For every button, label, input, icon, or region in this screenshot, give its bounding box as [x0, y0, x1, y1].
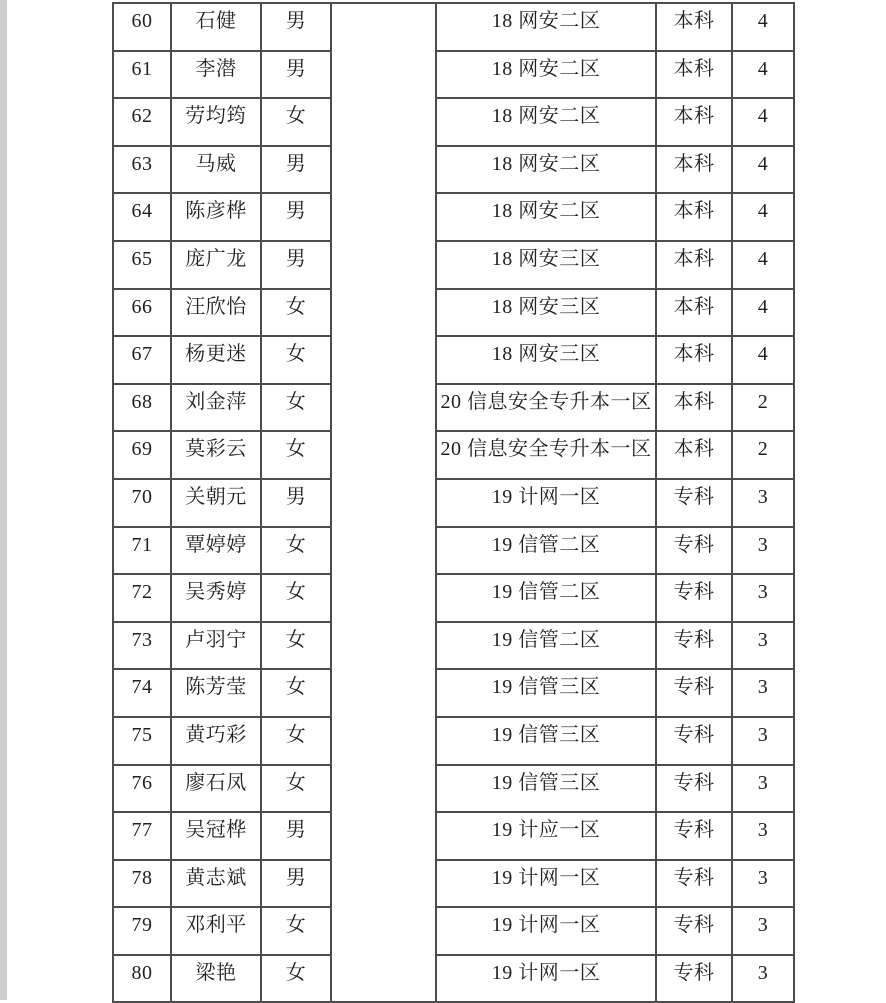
cell-education-level: 专科 [656, 955, 732, 1003]
cell-count: 3 [732, 527, 794, 575]
cell-class: 18 网安三区 [436, 241, 656, 289]
cell-row-number: 77 [113, 812, 171, 860]
cell-education-level: 专科 [656, 622, 732, 670]
cell-row-number: 72 [113, 574, 171, 622]
cell-gender: 女 [261, 955, 331, 1003]
cell-gender: 女 [261, 765, 331, 813]
cell-count: 4 [732, 289, 794, 337]
cell-education-level: 本科 [656, 193, 732, 241]
table-row [113, 717, 794, 765]
cell-gender: 男 [261, 193, 331, 241]
cell-student-name: 刘金萍 [171, 384, 261, 432]
cell-gender: 男 [261, 146, 331, 194]
cell-gender: 女 [261, 622, 331, 670]
cell-education-level: 专科 [656, 717, 732, 765]
table-row [113, 98, 794, 146]
table-row [113, 955, 794, 1003]
table-row [113, 669, 794, 717]
cell-education-level: 专科 [656, 479, 732, 527]
cell-education-level: 本科 [656, 336, 732, 384]
cell-row-number: 71 [113, 527, 171, 575]
cell-count: 2 [732, 431, 794, 479]
cell-row-number: 70 [113, 479, 171, 527]
table-row [113, 907, 794, 955]
cell-gender: 女 [261, 431, 331, 479]
cell-gender: 男 [261, 241, 331, 289]
cell-student-name: 陈彦桦 [171, 193, 261, 241]
cell-count: 4 [732, 241, 794, 289]
cell-count: 4 [732, 146, 794, 194]
cell-count: 3 [732, 765, 794, 813]
cell-student-name: 吴冠桦 [171, 812, 261, 860]
table-row [113, 146, 794, 194]
cell-class: 18 网安二区 [436, 146, 656, 194]
cell-class: 18 网安二区 [436, 193, 656, 241]
cell-gender: 女 [261, 98, 331, 146]
cell-gender: 女 [261, 717, 331, 765]
table-row [113, 527, 794, 575]
cell-student-name: 石健 [171, 3, 261, 51]
cell-class: 19 计网一区 [436, 479, 656, 527]
cell-student-name: 黄志斌 [171, 860, 261, 908]
table-row [113, 384, 794, 432]
viewer-left-gutter [0, 0, 7, 1000]
cell-education-level: 专科 [656, 907, 732, 955]
cell-count: 4 [732, 98, 794, 146]
cell-student-name: 吴秀婷 [171, 574, 261, 622]
cell-count: 3 [732, 812, 794, 860]
cell-count: 4 [732, 336, 794, 384]
cell-gender: 女 [261, 527, 331, 575]
cell-student-name: 马威 [171, 146, 261, 194]
table-row [113, 51, 794, 99]
cell-class: 19 信管二区 [436, 527, 656, 575]
cell-gender: 男 [261, 51, 331, 99]
cell-count: 3 [732, 717, 794, 765]
cell-student-name: 关朝元 [171, 479, 261, 527]
cell-count: 3 [732, 907, 794, 955]
cell-row-number: 69 [113, 431, 171, 479]
cell-count: 2 [732, 384, 794, 432]
cell-row-number: 66 [113, 289, 171, 337]
cell-row-number: 74 [113, 669, 171, 717]
cell-class: 19 信管三区 [436, 669, 656, 717]
cell-gender: 男 [261, 479, 331, 527]
cell-row-number: 78 [113, 860, 171, 908]
cell-education-level: 本科 [656, 384, 732, 432]
table-row [113, 431, 794, 479]
cell-gender: 女 [261, 289, 331, 337]
cell-education-level: 专科 [656, 574, 732, 622]
cell-row-number: 80 [113, 955, 171, 1003]
cell-class: 19 计网一区 [436, 860, 656, 908]
cell-class: 18 网安三区 [436, 336, 656, 384]
cell-student-name: 邓利平 [171, 907, 261, 955]
cell-class: 19 信管二区 [436, 574, 656, 622]
table-row [113, 622, 794, 670]
cell-student-name: 卢羽宁 [171, 622, 261, 670]
student-roster-table [112, 2, 795, 1003]
cell-student-name: 汪欣怡 [171, 289, 261, 337]
cell-student-name: 廖石凤 [171, 765, 261, 813]
cell-gender: 男 [261, 812, 331, 860]
cell-row-number: 79 [113, 907, 171, 955]
cell-row-number: 60 [113, 3, 171, 51]
cell-gender: 女 [261, 907, 331, 955]
table-row [113, 574, 794, 622]
cell-education-level: 专科 [656, 860, 732, 908]
cell-education-level: 本科 [656, 241, 732, 289]
cell-row-number: 62 [113, 98, 171, 146]
cell-row-number: 75 [113, 717, 171, 765]
cell-class: 19 信管三区 [436, 717, 656, 765]
cell-student-name: 陈芳莹 [171, 669, 261, 717]
table-row [113, 765, 794, 813]
cell-gender: 女 [261, 336, 331, 384]
cell-student-name: 劳均筠 [171, 98, 261, 146]
cell-row-number: 63 [113, 146, 171, 194]
cell-student-name: 覃婷婷 [171, 527, 261, 575]
cell-class: 19 信管三区 [436, 765, 656, 813]
document-page [7, 0, 886, 1000]
cell-row-number: 61 [113, 51, 171, 99]
cell-row-number: 73 [113, 622, 171, 670]
cell-class: 18 网安二区 [436, 51, 656, 99]
cell-class: 19 计应一区 [436, 812, 656, 860]
table-row [113, 193, 794, 241]
cell-education-level: 专科 [656, 765, 732, 813]
cell-student-name: 李潜 [171, 51, 261, 99]
cell-student-name: 杨更迷 [171, 336, 261, 384]
cell-row-number: 67 [113, 336, 171, 384]
table-row [113, 860, 794, 908]
cell-education-level: 本科 [656, 98, 732, 146]
cell-gender: 女 [261, 384, 331, 432]
cell-class: 19 信管二区 [436, 622, 656, 670]
cell-row-number: 68 [113, 384, 171, 432]
cell-education-level: 本科 [656, 146, 732, 194]
cell-education-level: 本科 [656, 3, 732, 51]
table-row [113, 336, 794, 384]
cell-count: 3 [732, 479, 794, 527]
cell-gender: 男 [261, 3, 331, 51]
cell-education-level: 专科 [656, 669, 732, 717]
cell-gender: 男 [261, 860, 331, 908]
cell-education-level: 本科 [656, 431, 732, 479]
cell-education-level: 专科 [656, 527, 732, 575]
table-row [113, 241, 794, 289]
cell-student-name: 黄巧彩 [171, 717, 261, 765]
cell-class: 19 计网一区 [436, 907, 656, 955]
cell-student-name: 庞广龙 [171, 241, 261, 289]
cell-count: 3 [732, 622, 794, 670]
table-row [113, 289, 794, 337]
cell-gender: 女 [261, 574, 331, 622]
cell-row-number: 64 [113, 193, 171, 241]
cell-education-level: 本科 [656, 51, 732, 99]
cell-count: 3 [732, 669, 794, 717]
cell-count: 3 [732, 860, 794, 908]
cell-class: 18 网安二区 [436, 3, 656, 51]
cell-count: 3 [732, 574, 794, 622]
cell-count: 4 [732, 51, 794, 99]
cell-student-name: 莫彩云 [171, 431, 261, 479]
cell-education-level: 本科 [656, 289, 732, 337]
cell-count: 3 [732, 955, 794, 1003]
empty-column-cell [331, 3, 436, 1002]
cell-student-name: 梁艳 [171, 955, 261, 1003]
cell-class: 20 信息安全专升本一区 [436, 431, 656, 479]
cell-class: 20 信息安全专升本一区 [436, 384, 656, 432]
cell-count: 4 [732, 3, 794, 51]
cell-row-number: 76 [113, 765, 171, 813]
cell-gender: 女 [261, 669, 331, 717]
table-row [113, 3, 794, 51]
cell-row-number: 65 [113, 241, 171, 289]
cell-count: 4 [732, 193, 794, 241]
cell-education-level: 专科 [656, 812, 732, 860]
table-row [113, 479, 794, 527]
cell-class: 18 网安三区 [436, 289, 656, 337]
table-row [113, 812, 794, 860]
cell-class: 19 计网一区 [436, 955, 656, 1003]
cell-class: 18 网安二区 [436, 98, 656, 146]
